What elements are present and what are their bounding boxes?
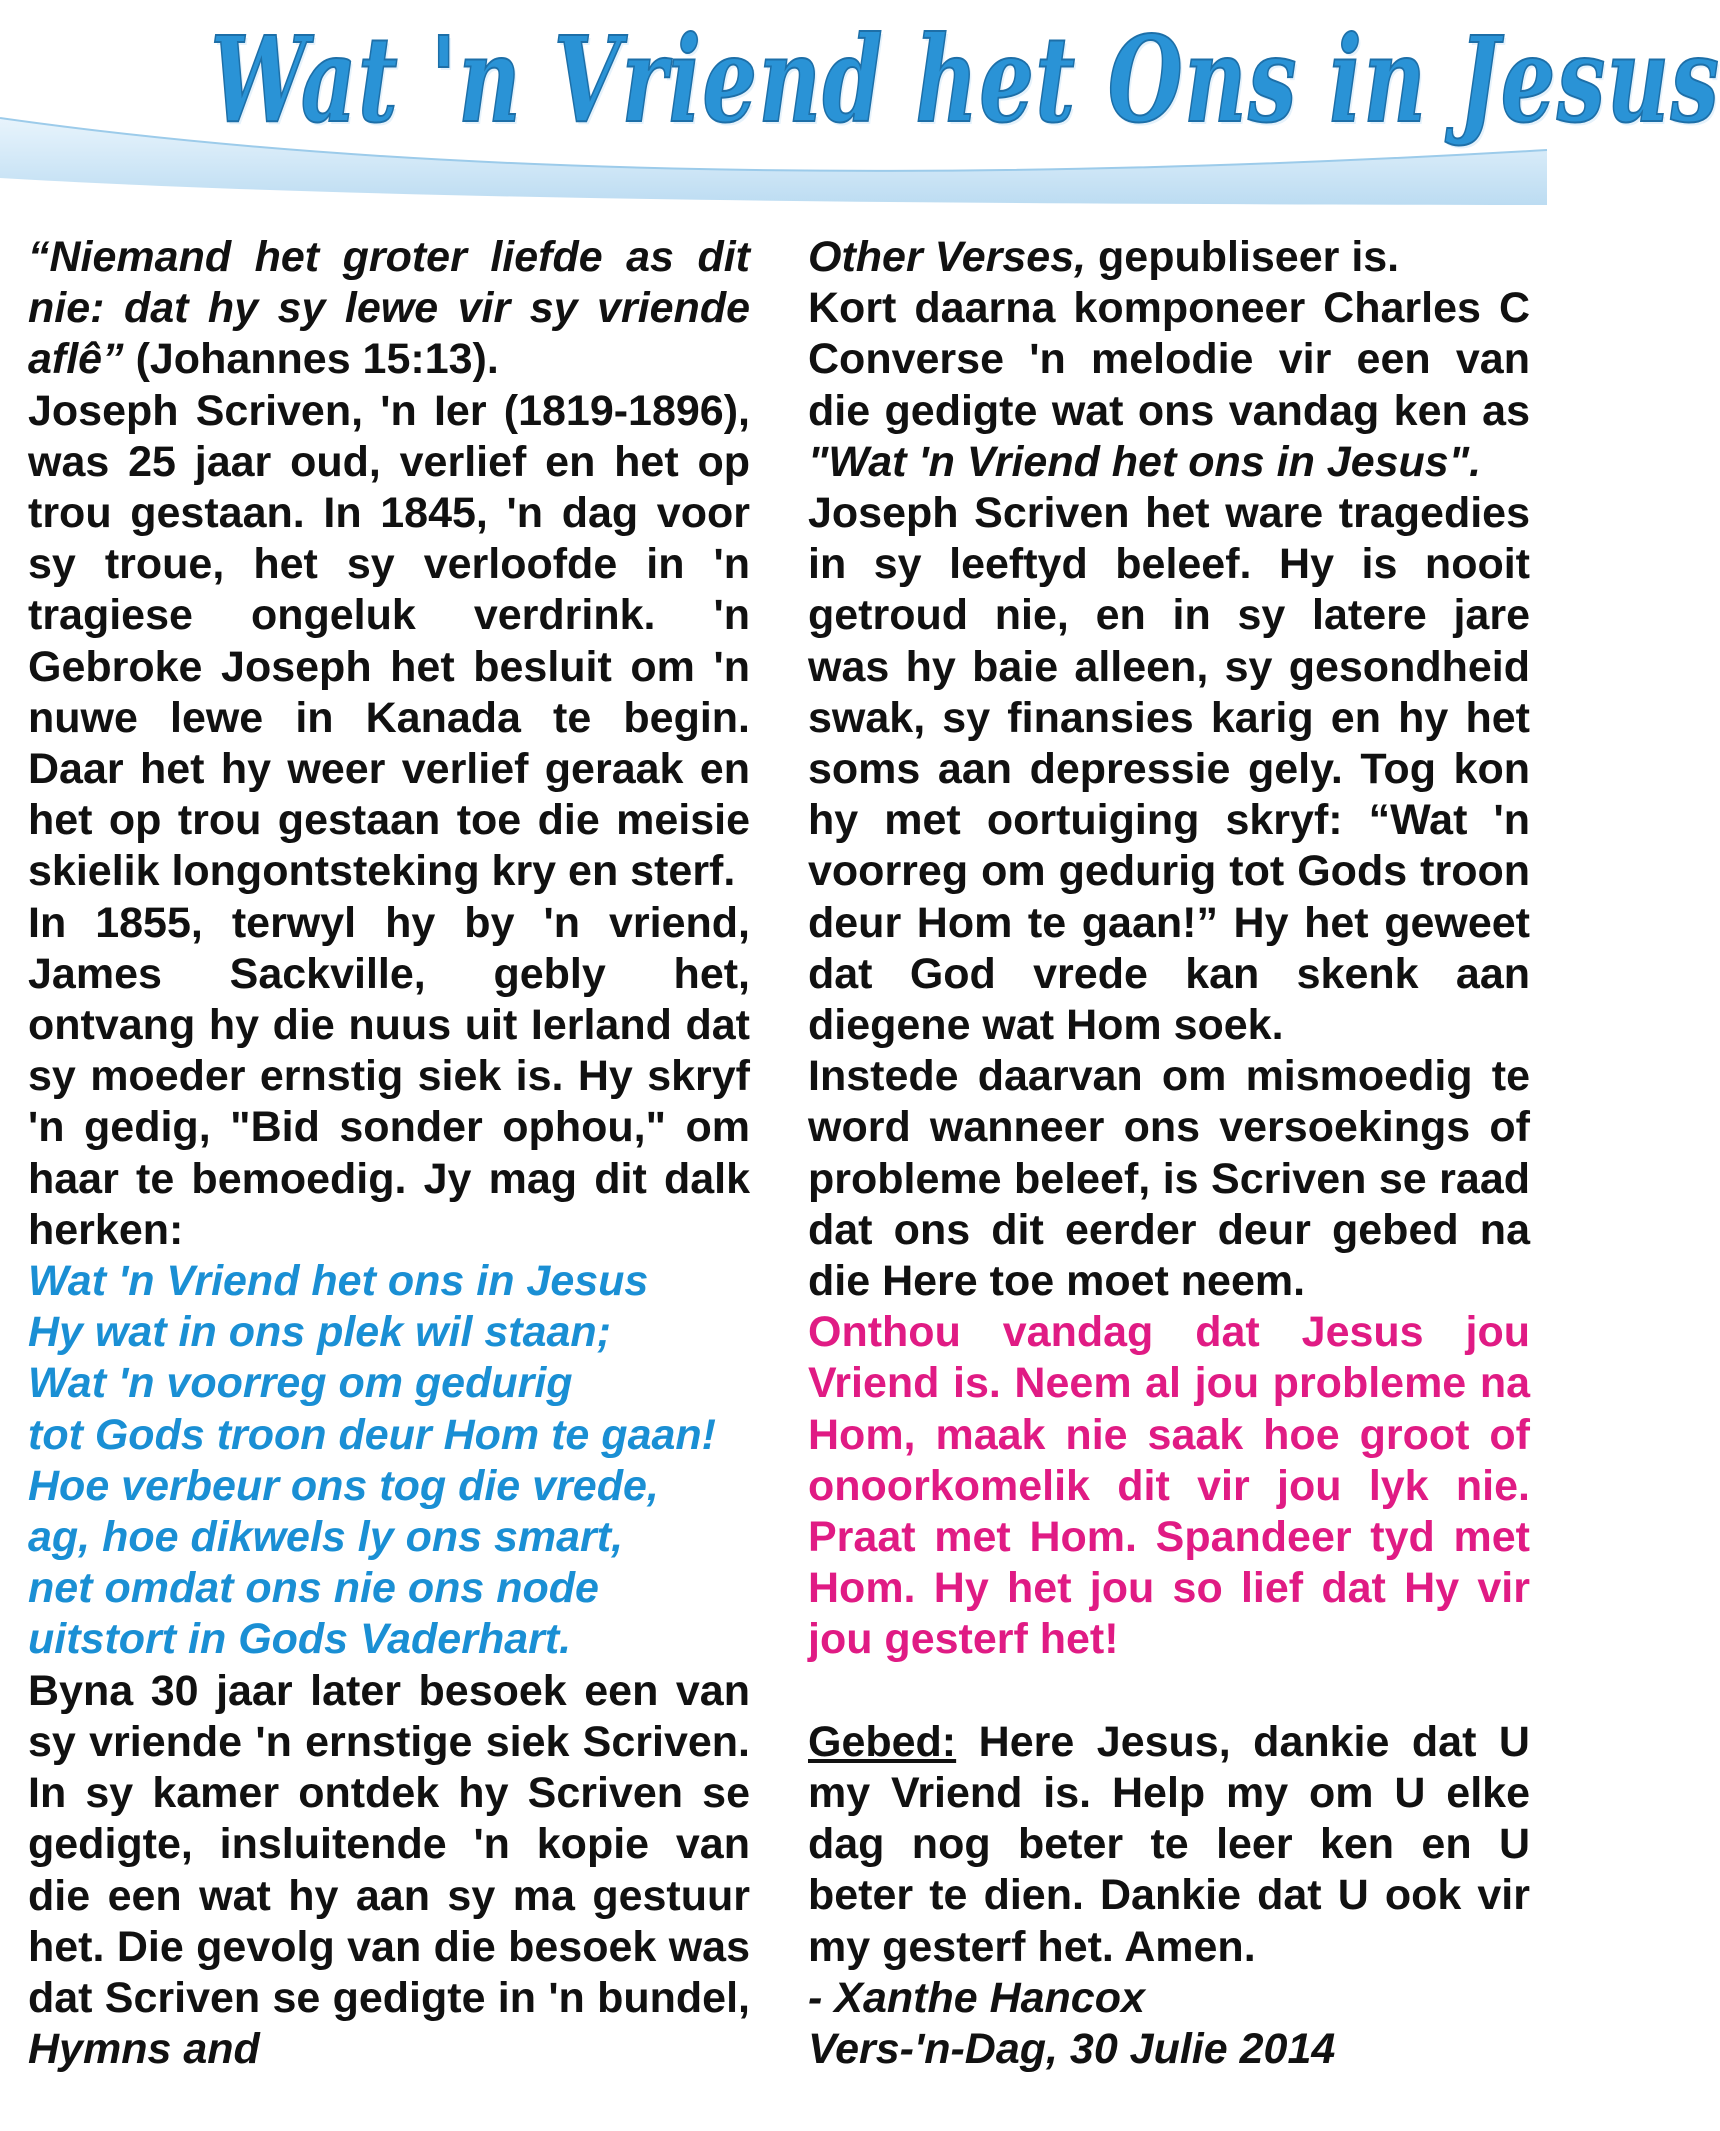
book-title-end: Other Verses, bbox=[808, 233, 1087, 281]
hymn-title: "Wat 'n Vriend het ons in Jesus". bbox=[808, 437, 1482, 486]
story-paragraph-3 bbox=[28, 1666, 750, 2076]
melody-paragraph bbox=[808, 283, 1530, 488]
author: - Xanthe Hancox bbox=[808, 1973, 1145, 2022]
intro-quote-paragraph bbox=[28, 232, 750, 386]
poem-line: net omdat ons nie ons node bbox=[28, 1564, 599, 1613]
story-paragraph-1: Joseph Scriven, 'n Ier (1819-1896), was 25 jaar oud, verlief en het op trou gestaan. In 1845, 'n dag voor sy troue, het sy verloofde in 'n tragiese ongeluk verdrink. 'n Gebroke Joseph het besluit om 'n nuwe lewe in Kanada te begin. Daar het hy weer verlief geraak en het op trou gestaan toe die meisie skielik longontsteking kry en sterf. bbox=[28, 386, 750, 896]
poem-line: uitstort in Gods Vaderhart. bbox=[28, 1615, 572, 1664]
poem-line: Wat 'n Vriend het ons in Jesus bbox=[28, 1257, 649, 1306]
source: Vers-'n-Dag, 30 Julie 2014 bbox=[808, 2024, 1336, 2073]
prayer-paragraph bbox=[808, 1717, 1530, 1973]
poem bbox=[28, 1256, 750, 1666]
story-paragraph-3-continued bbox=[808, 232, 1530, 283]
poem-line: tot Gods troon deur Hom te gaan! bbox=[28, 1410, 716, 1459]
story-paragraph-3-text: Byna 30 jaar later besoek een van sy vriende 'n ernstige siek Scriven. In sy kamer ontdek hy Scriven se gedigte, insluitende 'n kopie van die een wat hy aan sy ma gestuur het. Die gevolg van die besoek was dat Scriven se gedigte in 'n bundel, bbox=[28, 1666, 750, 2022]
tragedy-paragraph: Joseph Scriven het ware tragedies in sy leeftyd beleef. Hy is nooit getroud nie, en in sy latere jare was hy baie alleen, sy gesondheid swak, sy finansies karig en hy het soms aan depressie gely. Tog kon hy met oortuiging skryf: “Wat 'n voorreg om gedurig tot Gods troon deur Hom te gaan!” Hy het geweet dat God vrede kan skenk aan diegene wat Hom soek. bbox=[808, 489, 1530, 1050]
title-banner bbox=[0, 0, 1720, 210]
highlight-paragraph: Onthou vandag dat Jesus jou Vriend is. Neem al jou probleme na Hom, maak nie saak hoe groot of onoorkomelik dit vir jou lyk nie. Praat met Hom. Spandeer tyd met Hom. Hy het jou so lief dat Hy vir jou gesterf het! bbox=[808, 1308, 1530, 1664]
prayer-text: Here Jesus, dankie dat U my Vriend is. Help my om U elke dag nog beter te leer ken en U beter te dien. Dankie dat U ook vir my gesterf het. Amen. bbox=[808, 1717, 1530, 1971]
prayer-label: Gebed: bbox=[808, 1717, 957, 1766]
scripture-reference: (Johannes 15:13). bbox=[135, 335, 499, 384]
poem-line: ag, hoe dikwels ly ons smart, bbox=[28, 1513, 624, 1562]
story-paragraph-2: In 1855, terwyl hy by 'n vriend, James Sackville, gebly het, ontvang hy die nuus uit Ierland dat sy moeder ernstig siek is. Hy skryf 'n gedig, "Bid sonder ophou," om haar te bemoedig. Jy mag dit dalk herken: bbox=[28, 898, 750, 1254]
left-column bbox=[28, 232, 750, 2075]
scripture-quote: “Niemand het groter liefde as dit nie: dat hy sy lewe vir sy vriende aflê” bbox=[28, 233, 750, 384]
advice-paragraph: Instede daarvan om mismoedig te word wanneer ons versoekings of probleme beleef, is Scriven se raad dat ons dit eerder deur gebed na die Here toe moet neem. bbox=[808, 1052, 1530, 1306]
spacer bbox=[808, 1666, 1530, 1717]
page-title: Wat 'n Vriend het Ons in Jesus bbox=[210, 10, 1720, 149]
melody-paragraph-text: Kort daarna komponeer Charles C Converse 'n melodie vir een van die gedigte wat ons vandag ken as bbox=[808, 284, 1530, 435]
poem-line: Hoe verbeur ons tog die vrede, bbox=[28, 1461, 659, 1510]
right-column bbox=[808, 232, 1530, 2075]
poem-line: Wat 'n voorreg om gedurig bbox=[28, 1359, 573, 1408]
published-text: gepubliseer is. bbox=[1098, 233, 1400, 281]
book-title-start: Hymns and bbox=[28, 2025, 260, 2074]
poem-line: Hy wat in ons plek wil staan; bbox=[28, 1308, 612, 1357]
